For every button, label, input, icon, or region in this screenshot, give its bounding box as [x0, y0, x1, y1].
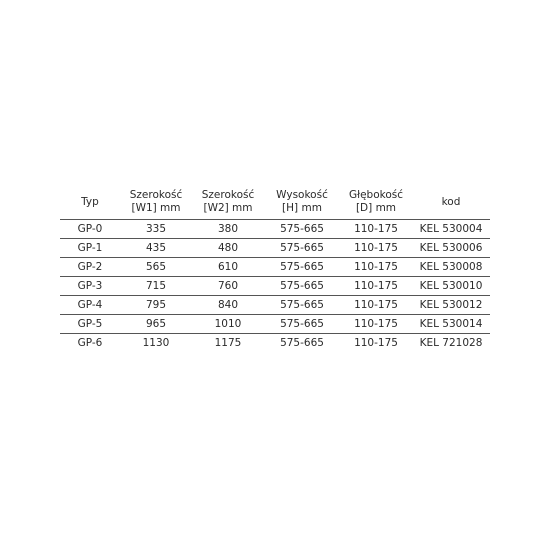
- cell-h: 575-665: [264, 277, 340, 296]
- table-row: [60, 315, 490, 334]
- cell-w2: 1010: [192, 315, 264, 334]
- cell-kod: KEL 530014: [412, 315, 490, 334]
- table-row: [60, 239, 490, 258]
- table-row: [60, 296, 490, 315]
- cell-h: 575-665: [264, 315, 340, 334]
- cell-typ: GP-5: [60, 315, 120, 334]
- cell-h: 575-665: [264, 220, 340, 239]
- header-wysokosc: Wysokość [H] mm: [264, 189, 340, 220]
- cell-w2: 760: [192, 277, 264, 296]
- cell-typ: GP-1: [60, 239, 120, 258]
- cell-kod: KEL 530004: [412, 220, 490, 239]
- cell-w1: 1130: [142, 337, 170, 349]
- cell-w1: 565: [120, 258, 192, 277]
- header-szerokosc-w1: Szerokość [W1] mm: [120, 189, 192, 220]
- cell-w1: 965: [120, 315, 192, 334]
- cell-d: 110-175: [340, 296, 412, 315]
- header-kod: kod: [412, 189, 490, 220]
- header-row: [60, 189, 490, 220]
- cell-d: 110-175: [340, 239, 412, 258]
- cell-w2: 380: [192, 220, 264, 239]
- cell-kod: KEL 530010: [412, 277, 490, 296]
- header-szerokosc-w2: Szerokość [W2] mm: [192, 189, 264, 220]
- cell-d: 110-175: [354, 337, 398, 349]
- table-body: [60, 220, 490, 353]
- table-row: [60, 258, 490, 277]
- cell-w2: 840: [192, 296, 264, 315]
- header-glebokosc: Głębokość [D] mm: [340, 189, 412, 220]
- cell-w1: 795: [120, 296, 192, 315]
- cell-d: 110-175: [340, 315, 412, 334]
- cell-kod: KEL 530006: [412, 239, 490, 258]
- table-row: [60, 220, 490, 239]
- cell-kod: KEL 530008: [412, 258, 490, 277]
- table-header: [60, 189, 490, 220]
- cell-typ: GP-2: [60, 258, 120, 277]
- cell-kod: KEL 530012: [412, 296, 490, 315]
- cell-d: 110-175: [340, 277, 412, 296]
- cell-h: 575-665: [264, 296, 340, 315]
- cell-w2: 1175: [214, 337, 242, 349]
- header-typ: Typ: [60, 189, 120, 220]
- cell-h: 575-665: [280, 337, 324, 349]
- cell-typ: GP-4: [60, 296, 120, 315]
- cell-d: 110-175: [340, 258, 412, 277]
- table-row: [60, 277, 490, 296]
- cell-d: 110-175: [340, 220, 412, 239]
- cell-w2: 610: [192, 258, 264, 277]
- cell-h: 575-665: [264, 258, 340, 277]
- cell-typ: GP-0: [60, 220, 120, 239]
- cell-typ: GP-6: [77, 337, 103, 349]
- cell-w1: 335: [120, 220, 192, 239]
- dimensions-table: [60, 189, 490, 352]
- cell-kod: KEL 721028: [419, 337, 483, 349]
- cell-w1: 435: [120, 239, 192, 258]
- cell-w1: 715: [120, 277, 192, 296]
- cell-h: 575-665: [264, 239, 340, 258]
- cell-w2: 480: [192, 239, 264, 258]
- cell-typ: GP-3: [60, 277, 120, 296]
- table-row: [60, 334, 490, 353]
